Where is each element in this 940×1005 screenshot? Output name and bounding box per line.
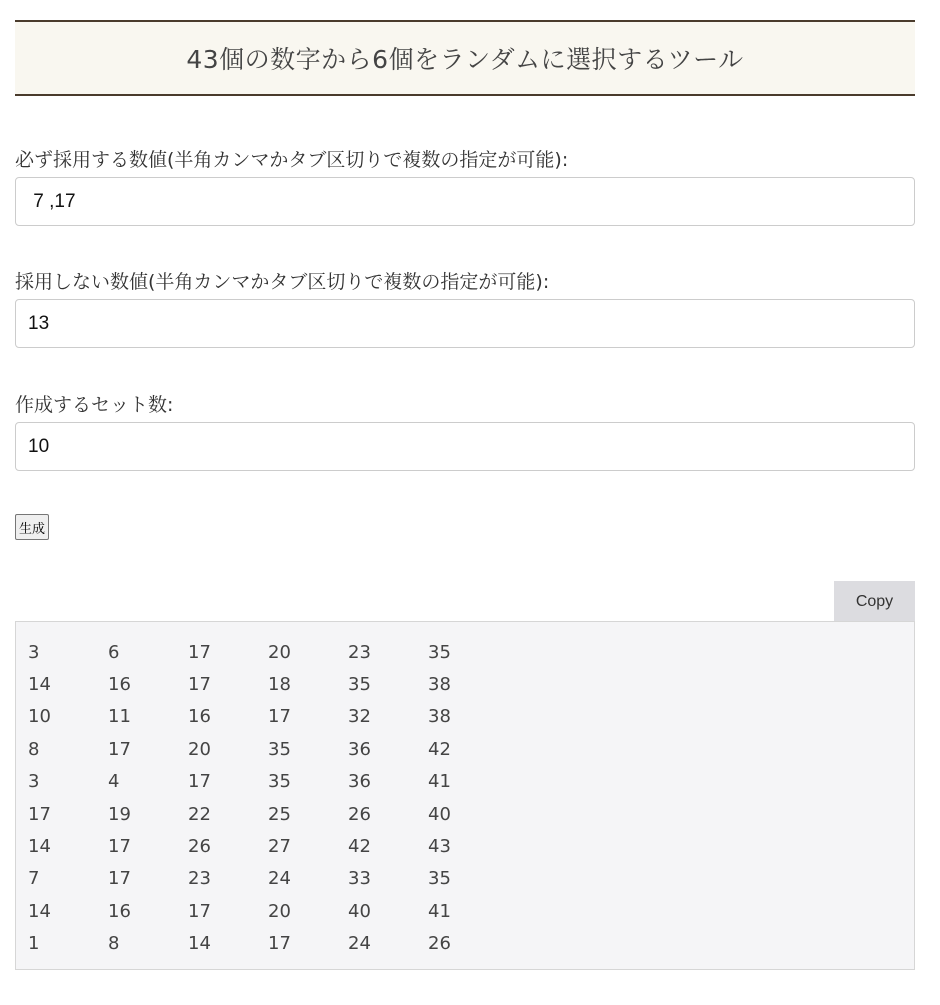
- result-number: 42: [428, 738, 451, 760]
- page-title: 43個の数字から6個をランダムに選択するツール: [186, 45, 744, 74]
- result-number: 3: [28, 641, 40, 663]
- result-number: 43: [428, 836, 451, 858]
- result-number: 23: [188, 868, 211, 890]
- result-row: [16, 798, 914, 830]
- result-number: 35: [428, 641, 451, 663]
- set-count-label: 作成するセット数:: [15, 394, 174, 416]
- result-number: 32: [348, 706, 371, 728]
- result-number: 35: [428, 868, 451, 890]
- result-number: 22: [188, 803, 211, 825]
- generate-button[interactable]: 生成: [15, 514, 49, 540]
- result-number: 3: [28, 771, 40, 793]
- result-number: 26: [348, 803, 371, 825]
- result-row: [16, 668, 914, 700]
- result-number: 17: [108, 738, 131, 760]
- result-row: [16, 733, 914, 765]
- result-number: 7: [28, 868, 40, 890]
- result-row: [16, 830, 914, 862]
- result-number: 36: [348, 771, 371, 793]
- result-number: 35: [268, 738, 291, 760]
- result-number: 17: [268, 933, 291, 955]
- result-number: 16: [108, 900, 131, 922]
- result-number: 17: [188, 674, 211, 696]
- result-number: 41: [428, 771, 451, 793]
- required-numbers-input[interactable]: [15, 177, 915, 226]
- result-number: 6: [108, 641, 120, 663]
- result-row: [16, 895, 914, 927]
- result-number: 17: [268, 706, 291, 728]
- result-number: 40: [428, 803, 451, 825]
- result-number: 1: [28, 933, 40, 955]
- copy-button[interactable]: Copy: [834, 581, 915, 622]
- result-number: 36: [348, 738, 371, 760]
- result-number: 20: [268, 641, 291, 663]
- result-number: 18: [268, 674, 291, 696]
- result-number: 16: [188, 706, 211, 728]
- excluded-numbers-label: 採用しない数値(半角カンマかタブ区切りで複数の指定が可能):: [15, 271, 550, 293]
- result-number: 17: [108, 868, 131, 890]
- result-number: 24: [268, 868, 291, 890]
- result-number: 14: [28, 674, 51, 696]
- result-number: 4: [108, 771, 120, 793]
- result-number: 42: [348, 836, 371, 858]
- result-number: 35: [268, 771, 291, 793]
- result-number: 26: [428, 933, 451, 955]
- result-row: [16, 863, 914, 895]
- results-output[interactable]: [15, 621, 915, 970]
- result-number: 10: [28, 706, 51, 728]
- result-number: 23: [348, 641, 371, 663]
- result-number: 20: [188, 738, 211, 760]
- result-number: 24: [348, 933, 371, 955]
- result-number: 38: [428, 706, 451, 728]
- result-number: 40: [348, 900, 371, 922]
- result-number: 17: [28, 803, 51, 825]
- result-number: 25: [268, 803, 291, 825]
- result-number: 11: [108, 706, 131, 728]
- set-count-input[interactable]: [15, 422, 915, 471]
- result-number: 8: [28, 738, 40, 760]
- result-number: 17: [188, 900, 211, 922]
- result-row: [16, 928, 914, 960]
- result-number: 19: [108, 803, 131, 825]
- result-row: [16, 636, 914, 668]
- result-number: 8: [108, 933, 120, 955]
- result-number: 16: [108, 674, 131, 696]
- excluded-numbers-input[interactable]: [15, 299, 915, 348]
- result-row: [16, 766, 914, 798]
- result-number: 41: [428, 900, 451, 922]
- result-number: 27: [268, 836, 291, 858]
- result-number: 38: [428, 674, 451, 696]
- title-banner: [15, 20, 915, 96]
- result-number: 35: [348, 674, 371, 696]
- result-number: 14: [28, 836, 51, 858]
- result-number: 33: [348, 868, 371, 890]
- result-number: 26: [188, 836, 211, 858]
- result-number: 14: [188, 933, 211, 955]
- result-number: 20: [268, 900, 291, 922]
- result-row: [16, 701, 914, 733]
- result-number: 17: [108, 836, 131, 858]
- result-number: 17: [188, 641, 211, 663]
- result-number: 17: [188, 771, 211, 793]
- result-number: 14: [28, 900, 51, 922]
- required-numbers-label: 必ず採用する数値(半角カンマかタブ区切りで複数の指定が可能):: [15, 149, 569, 171]
